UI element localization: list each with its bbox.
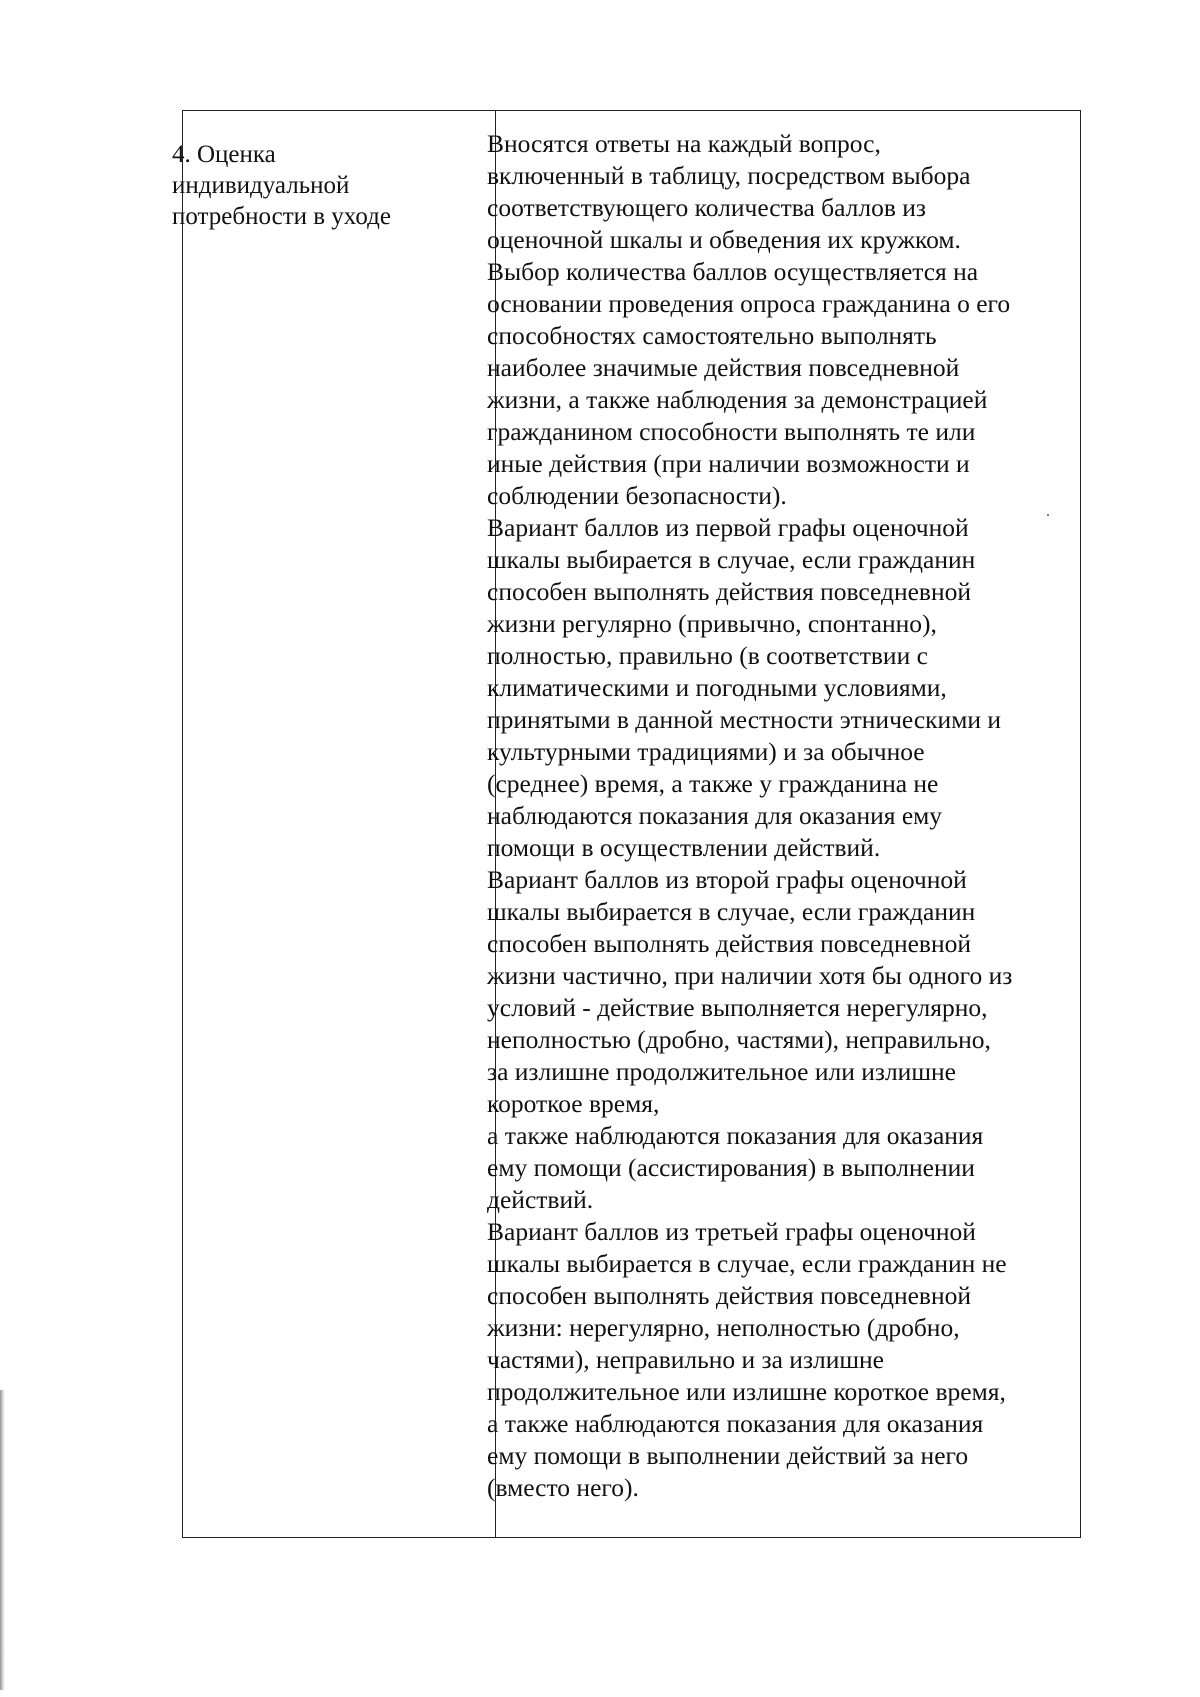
description-text-line: соответствующего количества баллов из xyxy=(487,193,926,222)
criterion-text-line: потребности в уходе xyxy=(172,203,391,230)
description-text-line: способен выполнять действия повседневной xyxy=(487,1281,971,1310)
description-text-line: короткое время, xyxy=(487,1089,660,1118)
description-text-line: Вариант баллов из третьей графы оценочной xyxy=(487,1217,976,1246)
description-text-line: Вариант баллов из второй графы оценочной xyxy=(487,865,967,894)
description-text-line: культурными традициями) и за обычное xyxy=(487,737,925,766)
description-text-line: (среднее) время, а также у гражданина не xyxy=(487,769,939,798)
criterion-text-line: 4. Оценка xyxy=(172,141,276,168)
description-text-line: способен выполнять действия повседневной xyxy=(487,577,971,606)
description-text-line: климатическими и погодными условиями, xyxy=(487,673,947,702)
description-text-line: Выбор количества баллов осуществляется на xyxy=(487,257,979,286)
description-text-line: (вместо него). xyxy=(487,1473,639,1502)
criterion-cell xyxy=(172,139,492,232)
description-text-line: оценочной шкалы и обведения их кружком. xyxy=(487,225,961,254)
description-text-line: способен выполнять действия повседневной xyxy=(487,929,971,958)
description-text-line: основании проведения опроса гражданина о его xyxy=(487,289,1011,318)
description-text-line: жизни регулярно (привычно, спонтанно), xyxy=(487,609,937,638)
description-text-line: способностях самостоятельно выполнять xyxy=(487,321,937,350)
description-text-line: иные действия (при наличии возможности и xyxy=(487,449,970,478)
description-text-line: жизни, а также наблюдения за демонстрацией xyxy=(487,385,988,414)
description-text-line: а также наблюдаются показания для оказания xyxy=(487,1121,984,1150)
description-text-line: за излишне продолжительное или излишне xyxy=(487,1057,956,1086)
description-text-line: Вариант баллов из первой графы оценочной xyxy=(487,513,969,542)
description-text-line: жизни: нерегулярно, неполностью (дробно, xyxy=(487,1313,960,1342)
description-text-line: а также наблюдаются показания для оказания xyxy=(487,1409,984,1438)
description-text-line: включенный в таблицу, посредством выбора xyxy=(487,161,971,190)
description-text-line: ему помощи в выполнении действий за него xyxy=(487,1441,969,1470)
description-text-line: шкалы выбирается в случае, если гражданин xyxy=(487,897,976,926)
description-text-line: жизни частично, при наличии хотя бы одного из xyxy=(487,961,1013,990)
description-text-line: Вносятся ответы на каждый вопрос, xyxy=(487,129,881,158)
description-text-line: ему помощи (ассистирования) в выполнении xyxy=(487,1153,975,1182)
description-text-line: шкалы выбирается в случае, если гражданин xyxy=(487,545,976,574)
description-cell xyxy=(487,128,1087,1504)
description-text-line: гражданином способности выполнять те или xyxy=(487,417,976,446)
description-text-line: принятыми в данной местности этническими и xyxy=(487,705,1002,734)
description-text-line: наблюдаются показания для оказания ему xyxy=(487,801,943,830)
description-text-line: шкалы выбирается в случае, если гражданин не xyxy=(487,1249,1007,1278)
description-text-line: полностью, правильно (в соответствии с xyxy=(487,641,928,670)
scan-edge-shadow xyxy=(0,1390,5,1690)
description-text-line: частями), неправильно и за излишне xyxy=(487,1345,884,1374)
criterion-text-line: индивидуальной xyxy=(172,172,350,199)
description-text-line: соблюдении безопасности). xyxy=(487,481,787,510)
description-text-line: действий. xyxy=(487,1185,594,1214)
description-text-line: помощи в осуществлении действий. xyxy=(487,833,881,862)
description-text-line: наиболее значимые действия повседневной xyxy=(487,353,960,382)
description-text-line: условий - действие выполняется нерегулярно, xyxy=(487,993,988,1022)
description-text-line: продолжительное или излишне короткое время, xyxy=(487,1377,1006,1406)
scan-speck xyxy=(1047,514,1049,516)
description-text-line: неполностью (дробно, частями), неправильно, xyxy=(487,1025,991,1054)
